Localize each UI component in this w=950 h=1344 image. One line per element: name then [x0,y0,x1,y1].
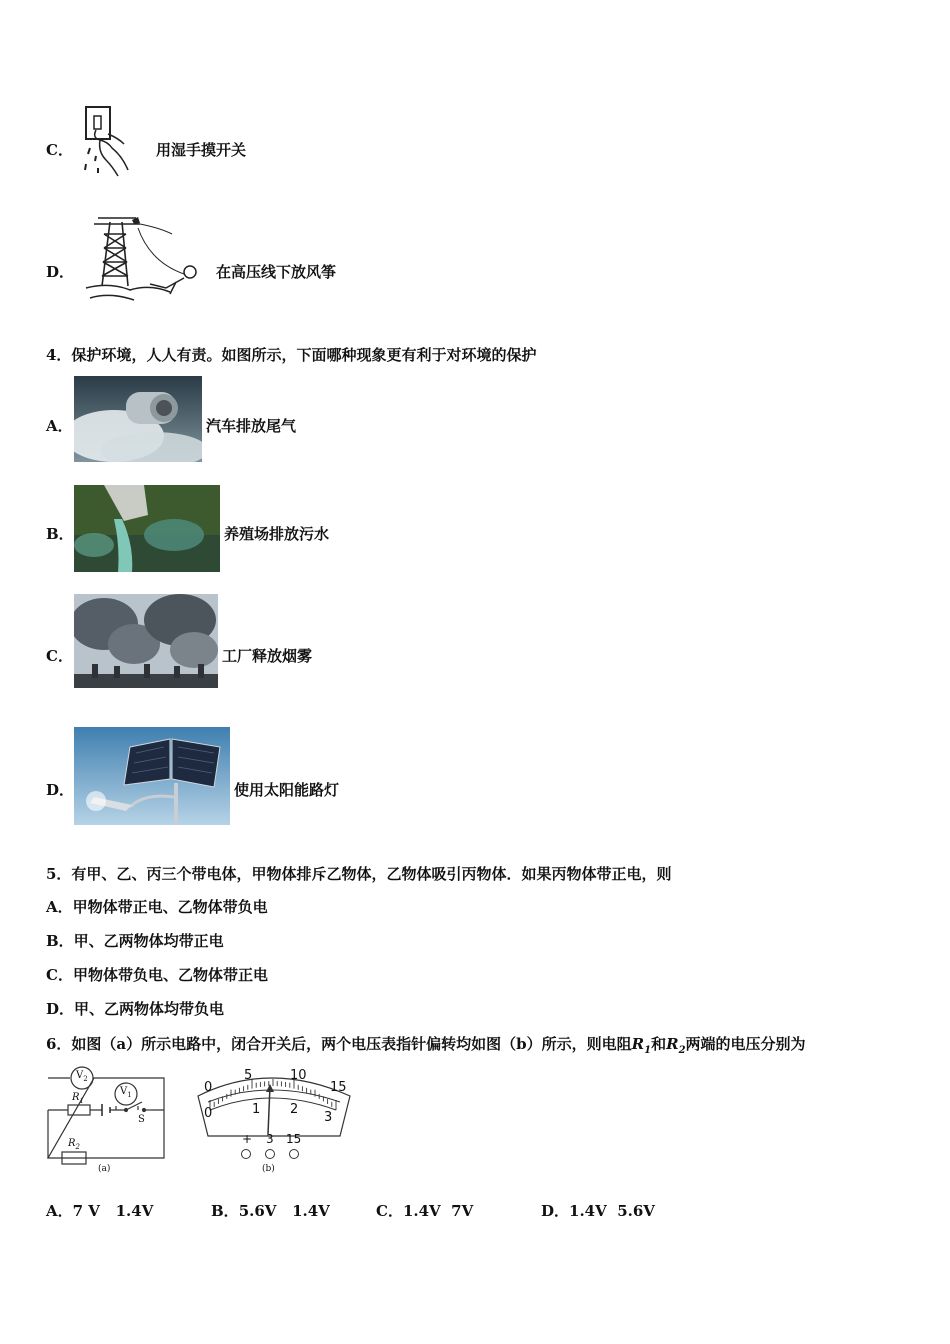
q3-option-c-letter: C． [46,141,73,159]
meter-bottom-scale-2: 2 [290,1102,299,1117]
q4-option-a-text: 汽车排放尾气 [206,417,297,435]
meter-bottom-scale-0: 0 [204,1106,213,1121]
circuit-switch-label: S [138,1114,145,1125]
meter-top-scale-15: 15 [330,1080,347,1095]
q4-option-d-text: 使用太阳能路灯 [234,781,340,799]
circuit-v1-label: $V_1$ [120,1086,132,1099]
q6-stem-r2: $R_2$ [666,1035,686,1056]
q4-option-c-text: 工厂释放烟雾 [222,647,313,665]
q3-option-d-letter: D． [46,263,75,281]
q5-option-c: C．甲物体带负电、乙物体带正电 [46,966,268,984]
q6-option-b: B．5.6V 1.4V [211,1202,330,1220]
meter-top-scale-10: 10 [290,1068,307,1083]
wet-hand-switch-image [78,104,140,180]
q3-option-c-text: 用湿手摸开关 [156,141,247,159]
q5-option-a: A．甲物体带正电、乙物体带负电 [46,898,268,916]
q4-option-b-letter: B． [46,525,74,543]
meter-bottom-scale-1: 1 [252,1102,261,1117]
meter-top-scale-5: 5 [244,1068,253,1083]
q6-stem [46,1034,806,1061]
q4-option-b-text: 养殖场排放污水 [224,525,330,543]
factory-smoke-image [74,594,218,688]
meter-terminal-plus: + [242,1132,253,1146]
q6-stem-r1: $R_1$ [631,1035,652,1056]
circuit-r1-label: $R_1$ [72,1092,84,1105]
circuit-r2-label: $R_2$ [68,1138,80,1151]
q6-option-c: C．1.4V 7V [376,1202,474,1220]
circuit-diagram-a [40,1066,172,1178]
voltmeter-dial-b [190,1066,356,1180]
q4-option-c-letter: C． [46,647,73,665]
meter-terminal-3: 3 [266,1132,274,1146]
farm-sewage-image [74,485,220,572]
circuit-caption: (a) [98,1164,111,1174]
q4-option-a-letter: A． [46,417,73,435]
q6-stem-post: 两端的电压分别为 [685,1035,806,1053]
q4-stem: 4．保护环境，人人有责。如图所示，下面哪种现象更有利于对环境的保护 [46,346,537,364]
solar-street-light-image [74,727,230,825]
car-exhaust-image [74,376,202,462]
meter-terminal-15: 15 [286,1132,302,1146]
q6-stem-pre: 6．如图（a）所示电路中，闭合开关后，两个电压表指针偏转均如图（b）所示，则电阻 [46,1035,632,1053]
q3-option-d-text: 在高压线下放风筝 [216,263,337,281]
meter-caption: (b) [262,1164,275,1174]
q4-option-d-letter: D． [46,781,75,799]
q5-option-d: D．甲、乙两物体均带负电 [46,1000,225,1018]
q6-option-d: D．1.4V 5.6V [541,1202,655,1220]
kite-under-power-line-image [80,214,214,304]
q6-stem-mid: 和 [651,1035,667,1053]
meter-top-scale-0: 0 [204,1080,213,1095]
q5-stem: 5．有甲、乙、丙三个带电体，甲物体排斥乙物体，乙物体吸引丙物体．如果丙物体带正电，则 [46,865,672,883]
circuit-v2-label: $V_2$ [76,1070,88,1083]
q6-option-a: A．7 V 1.4V [46,1202,154,1220]
meter-bottom-scale-3: 3 [324,1110,333,1125]
q5-option-b: B．甲、乙两物体均带正电 [46,932,224,950]
